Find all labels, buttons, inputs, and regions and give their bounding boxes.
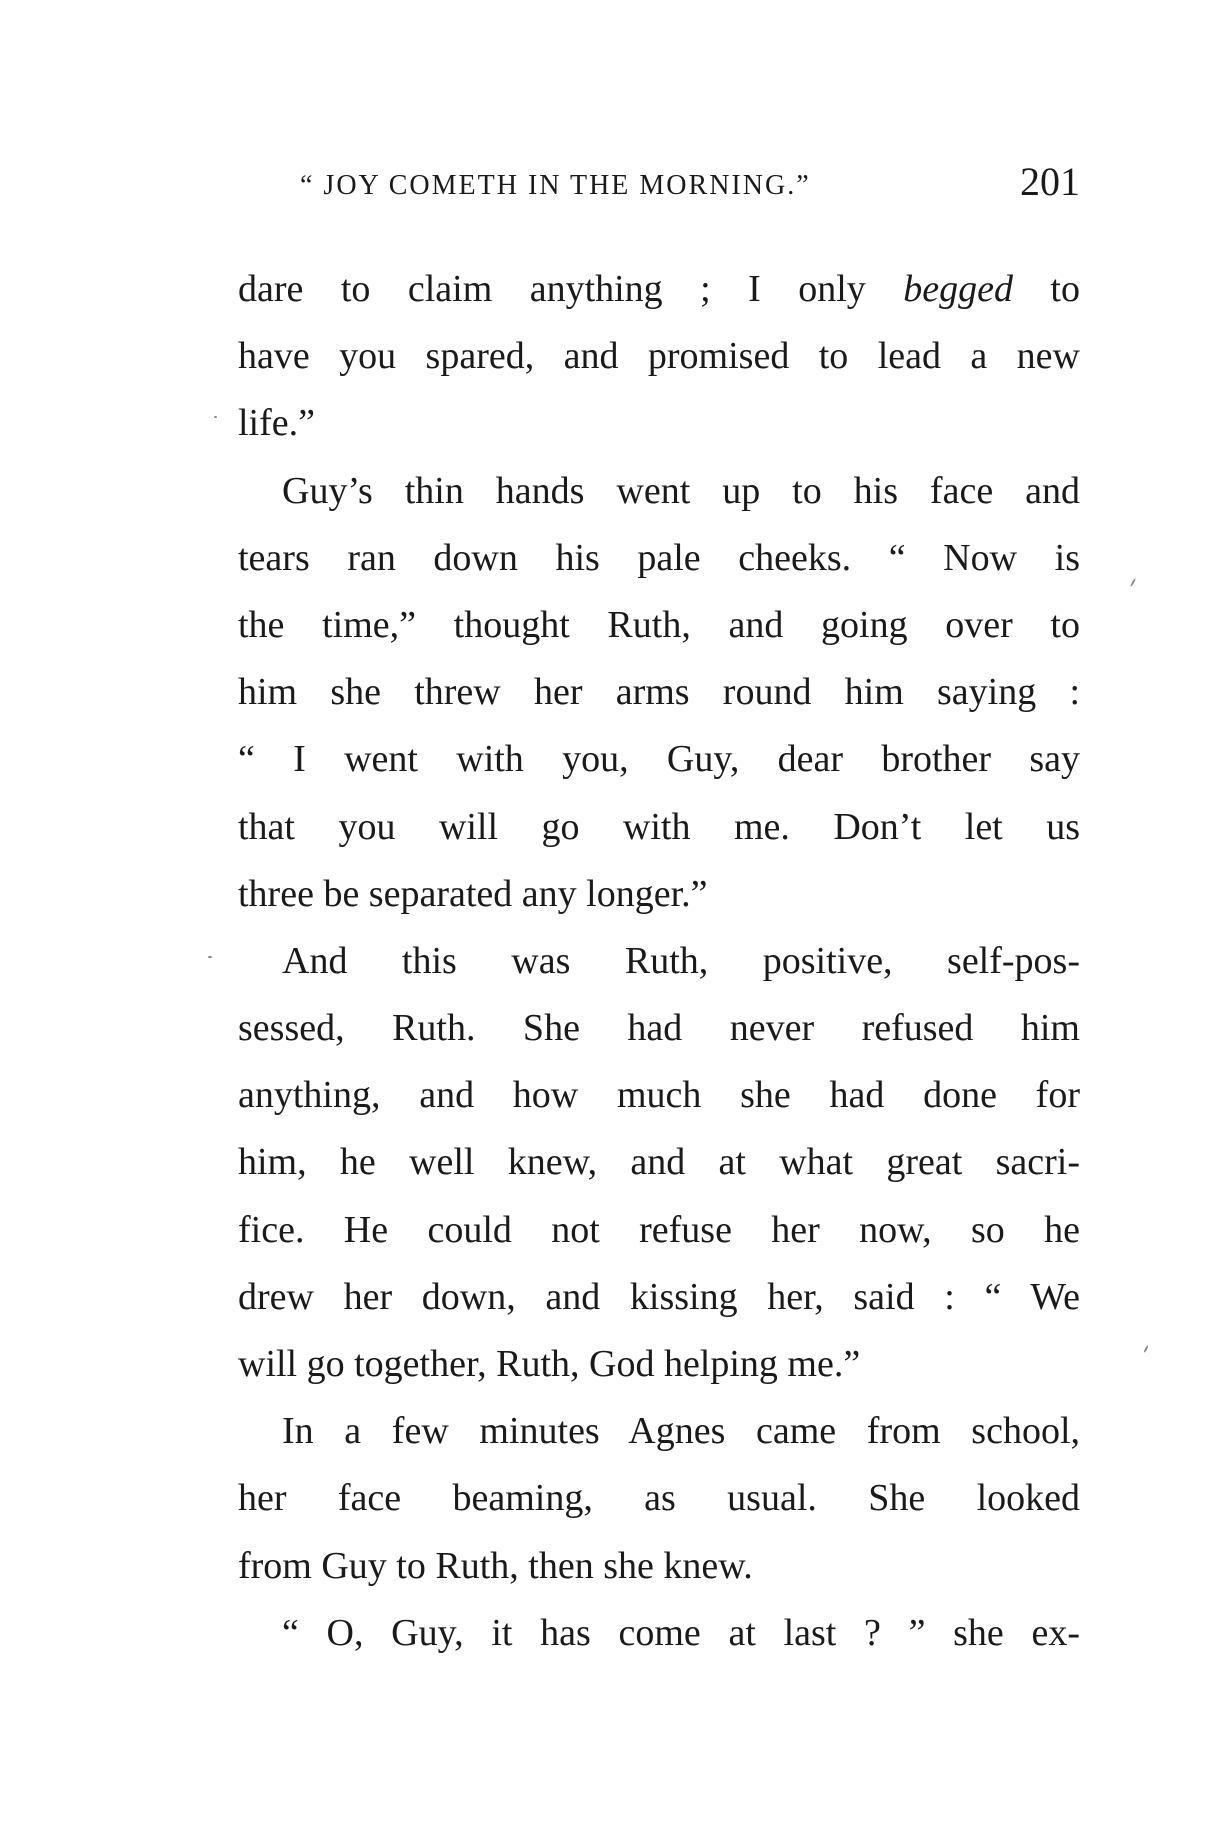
scan-speck — [1143, 1345, 1149, 1353]
text-line: anything, and how much she had done for — [238, 1074, 1080, 1117]
scan-speck — [214, 416, 217, 418]
text-line: drew her down, and kissing her, said : “ We — [238, 1275, 1080, 1318]
page-number: 201 — [1020, 159, 1080, 204]
text-line: tears ran down his pale cheeks. “ Now is — [238, 536, 1080, 579]
text-line: “ I went with you, Guy, dear brother say — [238, 738, 1080, 781]
text-line: fice. He could not refuse her now, so he — [238, 1208, 1080, 1251]
body-text — [238, 256, 1080, 1667]
text-line: him, he well knew, and at what great sacri- — [238, 1141, 1080, 1184]
text-line: him she threw her arms round him saying : — [238, 671, 1080, 714]
text-line: will go together, Ruth, God helping me.” — [238, 1343, 861, 1385]
text-line: dare to claim anything ; I only begged to — [238, 268, 1080, 310]
text-line: her face beaming, as usual. She looked — [238, 1477, 1080, 1520]
text-line: sessed, Ruth. She had never refused him — [238, 1007, 1080, 1050]
text-line: Guy’s thin hands went up to his face and — [282, 469, 1080, 512]
scan-speck — [208, 956, 212, 958]
running-head: “ JOY COMETH IN THE MORNING.” — [300, 170, 811, 201]
text-line: from Guy to Ruth, then she knew. — [238, 1544, 753, 1587]
text-line: In a few minutes Agnes came from school, — [282, 1410, 1080, 1453]
text-line: And this was Ruth, positive, self-pos- — [282, 939, 1080, 982]
scan-speck — [1130, 578, 1136, 587]
text-line: that you will go with me. Don’t let us — [238, 805, 1080, 848]
page-header — [300, 158, 1080, 214]
text-line: have you spared, and promised to lead a new — [238, 335, 1080, 378]
text-line: three be separated any longer.” — [238, 872, 708, 915]
text-line: the time,” thought Ruth, and going over to — [238, 603, 1080, 646]
text-line: life.” — [238, 402, 316, 445]
text-line: “ O, Guy, it has come at last ? ” she ex- — [282, 1611, 1080, 1654]
